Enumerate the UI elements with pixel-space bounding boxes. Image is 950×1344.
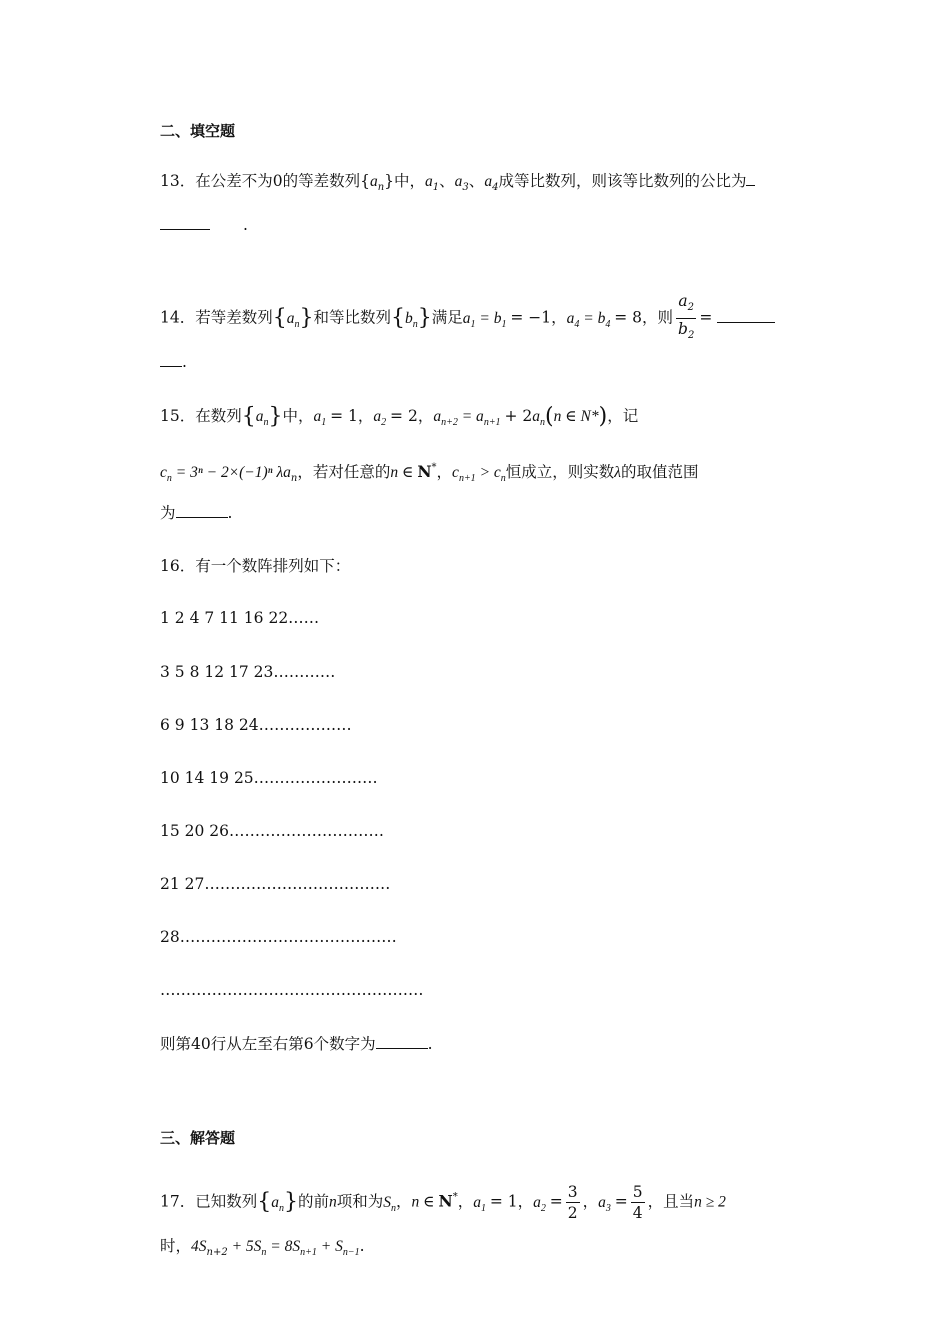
q17-frac1-den: 2 (567, 1204, 578, 1222)
q14-text-3: 满足 (431, 308, 463, 327)
q14-text-4: ，则 (642, 308, 674, 327)
question-16-question (160, 1034, 433, 1054)
q13-seq: a (369, 173, 378, 190)
q15-text-7: 为 (160, 504, 176, 522)
q15-text-6: 的取值范围 (621, 463, 699, 481)
q16-matrix-row: 15 20 26………………………… (160, 822, 385, 840)
q17-text-1: 17．已知数列 (160, 1192, 258, 1211)
q13-term-1-sub: 1 (432, 182, 440, 193)
question-13-cont (160, 215, 248, 235)
q16-matrix-row: 1 2 4 7 11 16 22…… (160, 609, 320, 627)
q15-eq-a2: = 2 (390, 407, 418, 425)
q13-term-3-sub: 4 (492, 182, 499, 193)
question-17-cont: 时，$4S_{n+2} + 5S_n = 8S_{n+1} + S_{n-1}$. (160, 1237, 365, 1258)
section-heading-fill-in: 二、填空题 (160, 122, 236, 140)
q14-text-2: 和等比数列 (313, 308, 391, 327)
q14-eq-1: = −1 (510, 308, 552, 327)
q13-text-2: }中， (384, 172, 426, 190)
q15-eq-a1: = 1 (330, 407, 358, 425)
q17-frac2-den: 4 (632, 1204, 643, 1222)
q15-text-3: ，记 (607, 407, 639, 425)
q13-answer-blank-start[interactable] (746, 171, 755, 186)
q17-text-2: 的前 (297, 1192, 329, 1211)
question-16-intro: 16．有一个数阵排列如下： (160, 557, 351, 575)
question-15: 15．在数列$\{a_n\}$中，$a_1 = 1$，$a_2 = 2$，$a_{n+2} = a_{n+1} + 2a_n(n$ ∈ N*)，记 (160, 404, 639, 429)
q13-term-2: a (454, 173, 463, 190)
q17-fraction-1 (566, 1182, 580, 1223)
q17-frac2-num: 5 (632, 1183, 643, 1201)
q14-answer-blank-start[interactable] (717, 308, 775, 323)
q13-answer-blank[interactable] (160, 215, 210, 230)
q15-text-1: 15．在数列 (160, 407, 242, 425)
q16-matrix-row: …………………………………………… (160, 981, 424, 999)
question-14: 14．若等差数列$\{a_n\}$和等比数列$\{b_n\}$满足$a_1 = b_1 = -1$，$a_4 = b_4 = 8$，则 $\frac{a_2}{b_2}$ = (160, 291, 775, 346)
q17-fraction-2 (631, 1182, 645, 1223)
q15-answer-blank[interactable] (176, 503, 228, 518)
q13-seq-sub: n (377, 182, 385, 193)
q13-text-3: 成等比数列，则该等比数列的公比为 (498, 172, 747, 190)
question-13 (160, 171, 755, 198)
q13-sep-2: 、 (468, 172, 485, 190)
q16-matrix-row: 6 9 13 18 24……………… (160, 716, 352, 734)
q16-matrix-row: 10 14 19 25…………………… (160, 769, 378, 787)
q17-recurrence: 4S (191, 1238, 207, 1255)
q17-text-4: ，且当 (647, 1192, 695, 1211)
q16-matrix-row: 3 5 8 12 17 23………… (160, 663, 336, 681)
q15-text-4: ，若对任意的 (297, 463, 391, 481)
q17-tail: . (359, 1237, 365, 1255)
q14-text-1: 14．若等差数列 (160, 308, 273, 327)
q15-condition: n ∈ N* (553, 408, 599, 425)
q14-eq-2: = 8 (614, 308, 643, 327)
q16-matrix-row: 21 27……………………………… (160, 875, 391, 893)
q13-term-2-sub: 3 (462, 182, 469, 193)
q16-question-text: 则第40行从左至右第6个数字为 (160, 1035, 376, 1053)
q13-term-1: a (425, 173, 433, 190)
q15-eq-rec: + 2 (504, 407, 533, 425)
question-15-cont-2 (160, 503, 232, 523)
question-17: 17．已知数列$\{a_n\}$的前n项和为$S_n$，n ∈ N*，$a_1 = 1$，$a_2$ = $\frac{3}{2}$ ，$a_3$ = $\frac{5}{4}$ ，且当n ≥ 2 (160, 1183, 726, 1222)
question-14-cont (160, 352, 187, 372)
section-heading-solutions: 三、解答题 (160, 1129, 236, 1147)
q17-text-5: 时， (160, 1237, 192, 1255)
q13-sep-1: 、 (439, 172, 455, 190)
q15-c-definition: = 3ⁿ − 2×(−1)ⁿ λa (175, 464, 291, 481)
q17-condition: n ≥ 2 (694, 1193, 726, 1211)
q15-text-5: 恒成立，则实数 (505, 463, 615, 481)
q13-text-1: 13．在公差不为0的等差数列{ (160, 172, 370, 190)
q16-tail: . (427, 1035, 433, 1053)
q13-term-3: a (484, 173, 493, 190)
q16-answer-blank[interactable] (376, 1034, 428, 1049)
q15-text-2: 中， (282, 407, 314, 425)
q17-frac1-num: 3 (567, 1183, 578, 1201)
q17-n: n (329, 1193, 337, 1211)
q14-tail: . (182, 353, 187, 371)
q15-tail: . (227, 504, 233, 522)
q14-eq-3: = (699, 308, 713, 327)
q16-matrix-row: 28…………………………………… (160, 928, 397, 946)
q14-comma: ， (551, 308, 567, 327)
q14-fraction: $\frac{a_2}{b_2}$ (678, 292, 695, 341)
q14-answer-blank[interactable] (160, 352, 182, 367)
question-15-cont: $c_n = 3^n - 2\times(-1)^n$ $\lambda a_n$，若对任意的n ∈ N*，$c_{n+1} > c_n$恒成立，则实数λ的取值范围 (160, 462, 699, 484)
q15-lambda: λ (614, 464, 622, 481)
q13-tail: . (243, 216, 248, 234)
q17-text-3: 项和为 (336, 1192, 384, 1211)
